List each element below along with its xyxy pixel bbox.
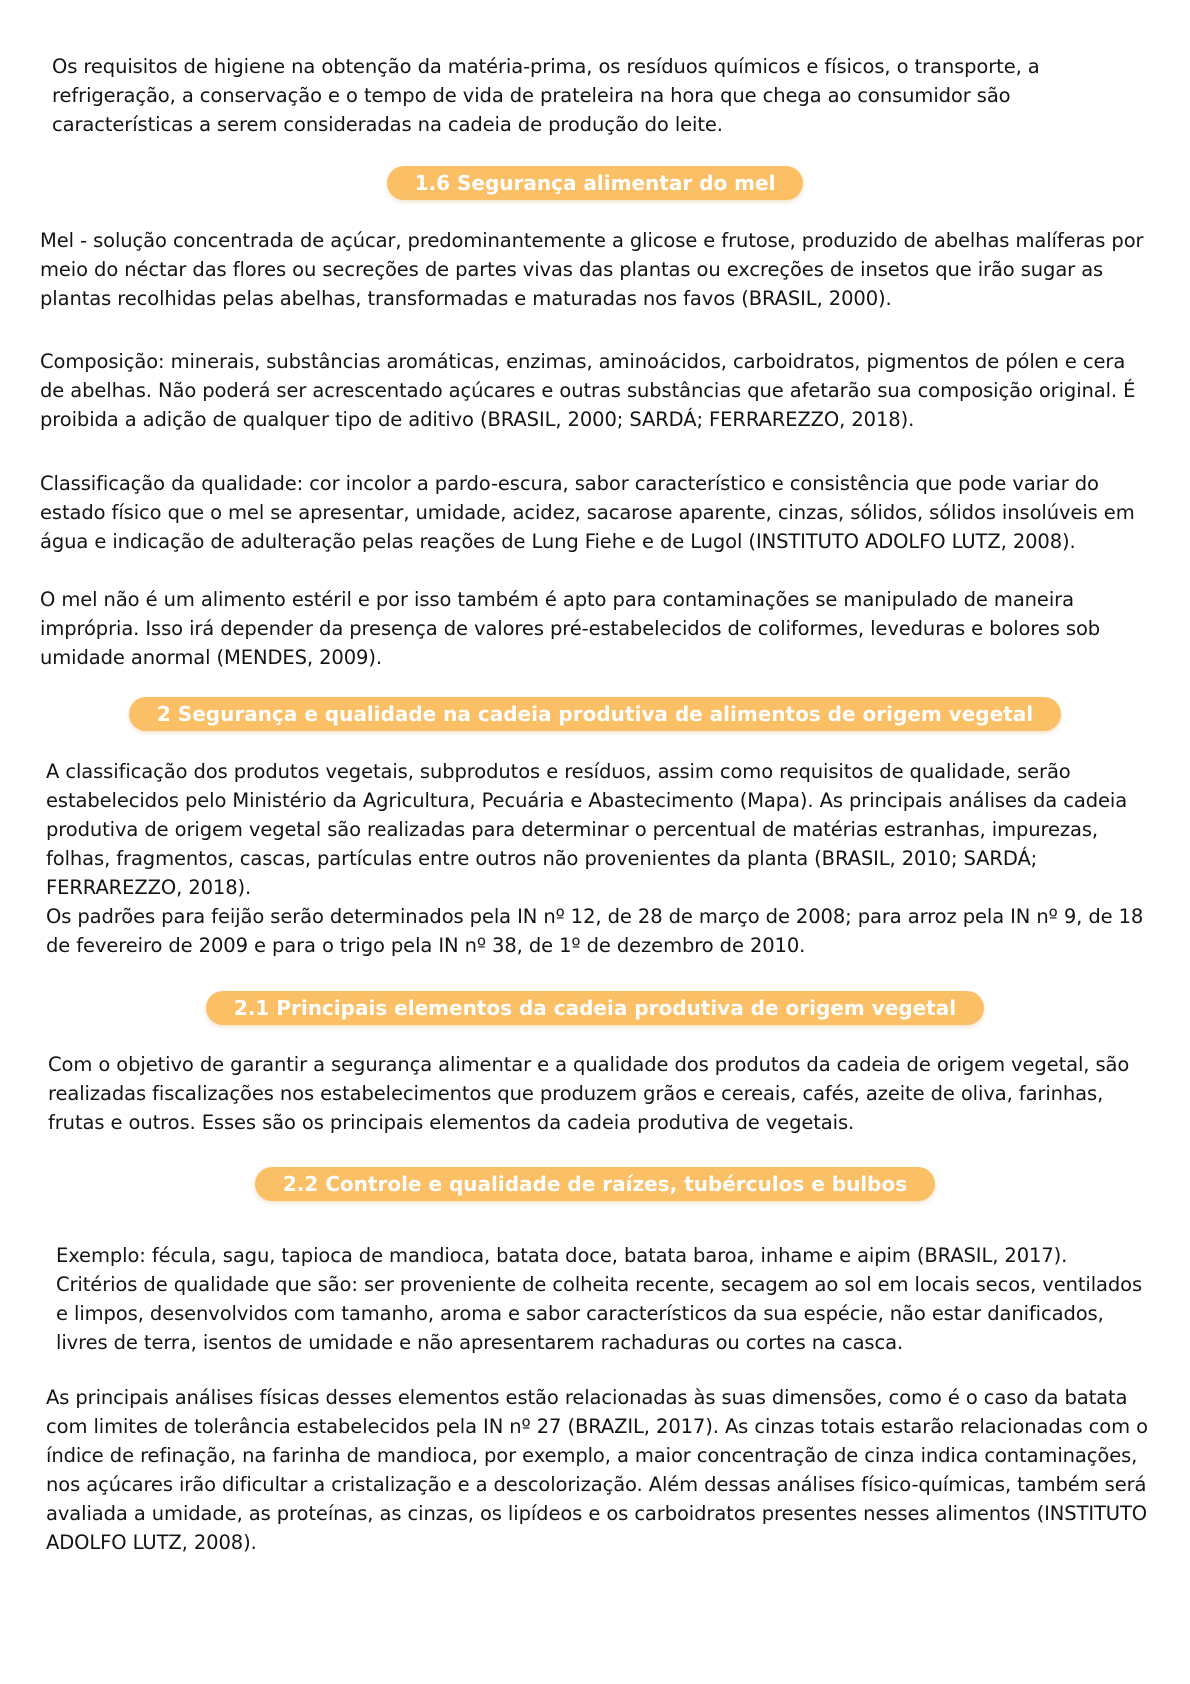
heading-pill: 2.1 Principais elementos da cadeia produtiva de origem vegetal xyxy=(206,991,984,1025)
honey-contamination-paragraph: O mel não é um alimento estéril e por isso também é apto para contaminações se manipulado de maneira imprópria. Isso irá depender da presença de valores pré-estabelecidos de coliformes, leveduras e bolores sob umidade anormal (MENDES, 2009). xyxy=(40,588,1101,669)
physical-analysis-paragraph: As principais análises físicas desses elementos estão relacionadas às suas dimensões, como é o caso da batata com limites de tolerância estabelecidos pela IN nº 27 (BRAZIL, 2017). As cinzas totais estarão relacionadas com o índice de refinação, na farinha de mandioca, por exemplo, a maior concentração de cinza indica contaminações, nos açúcares irão dificultar a cristalização e a descolorização. Além dessas análises físico-químicas, também será avaliada a umidade, as proteínas, as cinzas, os lipídeos e os carboidratos presentes nesses alimentos (INSTITUTO ADOLFO LUTZ, 2008). xyxy=(46,1386,1148,1554)
heading-vegetable-chain xyxy=(0,697,1190,731)
milk-chain-paragraph: Os requisitos de higiene na obtenção da matéria-prima, os resíduos químicos e físicos, o transporte, a refrigeração, a conservação e o tempo de vida de prateleira na hora que chega ao consumidor são características a serem consideradas na cadeia de produção do leite. xyxy=(52,55,1040,136)
heading-pill: 1.6 Segurança alimentar do mel xyxy=(387,166,804,200)
heading-vegetable-elements xyxy=(0,991,1190,1025)
heading-pill: 2.2 Controle e qualidade de raízes, tubérculos e bulbos xyxy=(255,1167,935,1201)
heading-pill: 2 Segurança e qualidade na cadeia produtiva de alimentos de origem vegetal xyxy=(129,697,1061,731)
grain-standards-paragraph: Os padrões para feijão serão determinados pela IN nº 12, de 28 de março de 2008; para arroz pela IN nº 9, de 18 de fevereiro de 2009 e para o trigo pela IN nº 38, de 1º de dezembro de 2010. xyxy=(46,905,1144,957)
heading-honey-safety xyxy=(0,166,1190,200)
vegetable-classification-paragraph: A classificação dos produtos vegetais, subprodutos e resíduos, assim como requisitos de qualidade, serão estabelecidos pelo Ministério da Agricultura, Pecuária e Abastecimento (Mapa). As principais análises da cadeia produtiva de origem vegetal são realizadas para determinar o percentual de matérias estranhas, impurezas, folhas, fragmentos, cascas, partículas entre outros não provenientes da planta (BRASIL, 2010; SARDÁ; FERRAREZZO, 2018). xyxy=(46,760,1128,899)
roots-example-paragraph: Exemplo: fécula, sagu, tapioca de mandioca, batata doce, batata baroa, inhame e aipim (BRASIL, 2017). Critérios de qualidade que são: ser proveniente de colheita recente, secagem ao sol em locais secos, ventilados e limpos, desenvolvidos com tamanho, aroma e sabor característicos da sua espécie, não estar danificados, livres de terra, isentos de umidade e não apresentarem rachaduras ou cortes na casca. xyxy=(56,1244,1143,1354)
honey-composition-paragraph: Composição: minerais, substâncias aromáticas, enzimas, aminoácidos, carboidratos, pigmentos de pólen e cera de abelhas. Não poderá ser acrescentado açúcares e outras substâncias que afetarão sua composição original. É proibida a adição de qualquer tipo de aditivo (BRASIL, 2000; SARDÁ; FERRAREZZO, 2018). xyxy=(40,350,1136,431)
honey-definition-paragraph: Mel - solução concentrada de açúcar, predominantemente a glicose e frutose, produzido de abelhas malíferas por meio do néctar das flores ou secreções de partes vivas das plantas ou excreções de insetos que irão sugar as plantas recolhidas pelas abelhas, transformadas e maturadas nos favos (BRASIL, 2000). xyxy=(40,229,1144,310)
heading-roots-tubers xyxy=(0,1167,1190,1201)
inspection-paragraph: Com o objetivo de garantir a segurança alimentar e a qualidade dos produtos da cadeia de origem vegetal, são realizadas fiscalizações nos estabelecimentos que produzem grãos e cereais, cafés, azeite de oliva, farinhas, frutas e outros. Esses são os principais elementos da cadeia produtiva de vegetais. xyxy=(48,1053,1130,1134)
honey-quality-paragraph: Classificação da qualidade: cor incolor a pardo-escura, sabor característico e consistência que pode variar do estado físico que o mel se apresentar, umidade, acidez, sacarose aparente, cinzas, sólidos, sólidos insolúveis em água e indicação de adulteração pelas reações de Lung Fiehe e de Lugol (INSTITUTO ADOLFO LUTZ, 2008). xyxy=(40,472,1135,553)
